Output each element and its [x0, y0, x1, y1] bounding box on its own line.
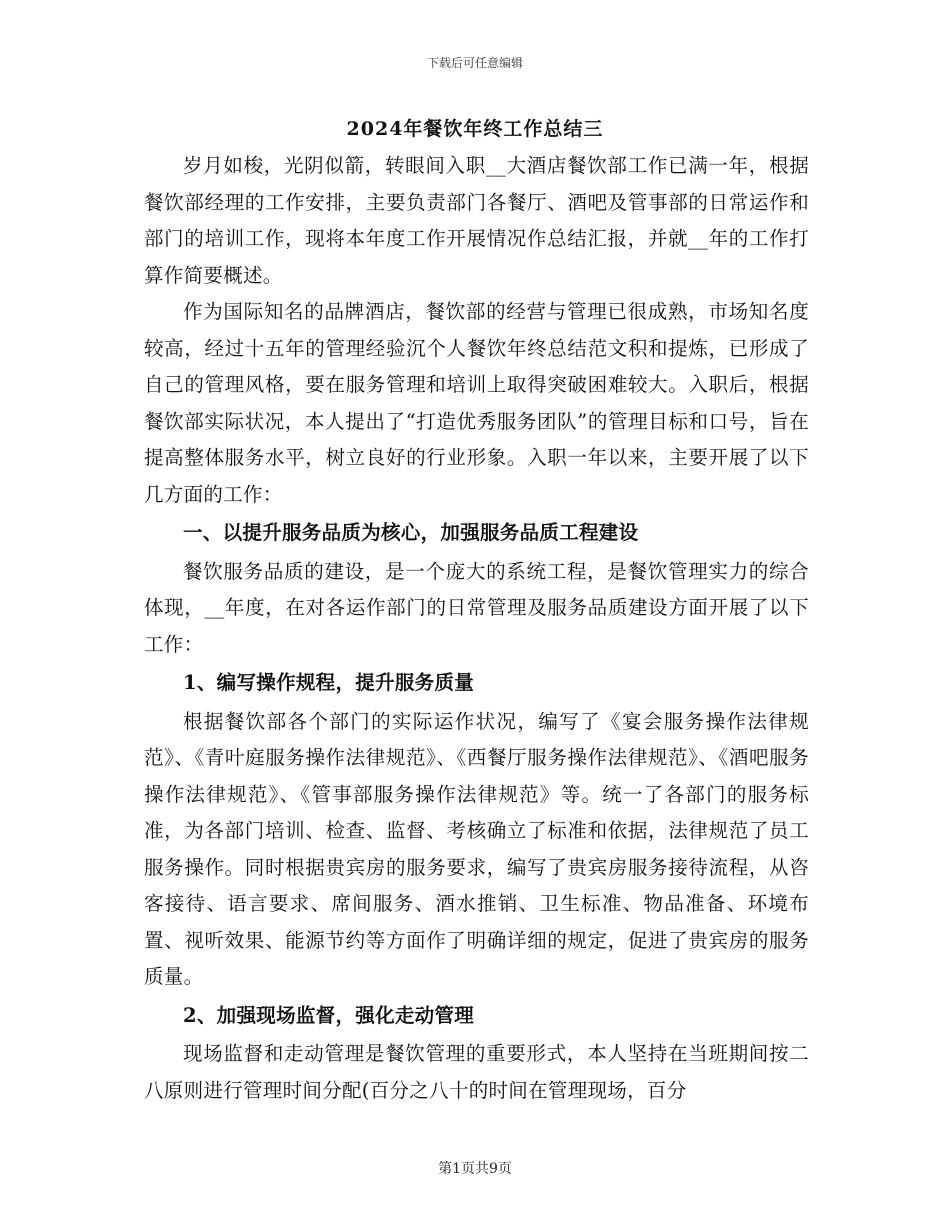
- subsection-heading-2: 2、加强现场监督，强化走动管理: [183, 1003, 475, 1027]
- paragraph-intro: 岁月如梭，光阴似箭，转眼间入职__大酒店餐饮部工作已满一年，根据餐饮部经理的工作安排，主要负责部门各餐厅、酒吧及管事部的日常运作和部门的培训工作，现将本年度工作开展情况作总结汇报，并就__年的工作打算作简要概述。: [144, 154, 809, 287]
- document-title: 2024年餐饮年终工作总结三: [346, 118, 604, 140]
- section-heading-1: 一、以提升服务品质为核心，加强服务品质工程建设: [183, 521, 639, 544]
- paragraph-section-1: 餐饮服务品质的建设，是一个庞大的系统工程，是餐饮管理实力的综合体现，__年度，在对各运作部门的日常管理及服务品质建设方面开展了以下工作：: [144, 559, 809, 656]
- paragraph-subsection-2: 现场监督和走动管理是餐饮管理的重要形式，本人坚持在当班期间按二八原则进行管理时间分配(百分之八十的时间在管理现场，百分: [144, 1042, 809, 1102]
- paragraph-background: 作为国际知名的品牌酒店，餐饮部的经营与管理已很成熟，市场知名度较高，经过十五年的管理经验沉个人餐饮年终总结范文积和提炼，已形成了自己的管理风格，要在服务管理和培训上取得突破困难较大。入职后，根据餐饮部实际状况，本人提出了“打造优秀服务团队”的管理目标和口号，旨在提高整体服务水平，树立良好的行业形象。入职一年以来，主要开展了以下几方面的工作：: [144, 300, 809, 506]
- page-number: 第1页共9页: [438, 1161, 512, 1177]
- paragraph-subsection-1: 根据餐饮部各个部门的实际运作状况，编写了《宴会服务操作法律规范》、《青叶庭服务操作法律规范》、《西餐厅服务操作法律规范》、《酒吧服务操作法律规范》、《管事部服务操作法律规范》等。统一了各部门的服务标准，为各部门培训、检查、监督、考核确立了标准和依据，法律规范了员工服务操作。同时根据贵宾房的服务要求，编写了贵宾房服务接待流程，从咨客接待、语言要求、席间服务、酒水推销、卫生标准、物品准备、环境布置、视听效果、能源节约等方面作了明确详细的规定，促进了贵宾房的服务质量。: [144, 709, 809, 988]
- document-body: [144, 148, 809, 1109]
- header-note: 下载后可任意编辑: [426, 56, 523, 70]
- subsection-heading-1: 1、编写操作规程，提升服务质量: [183, 671, 475, 694]
